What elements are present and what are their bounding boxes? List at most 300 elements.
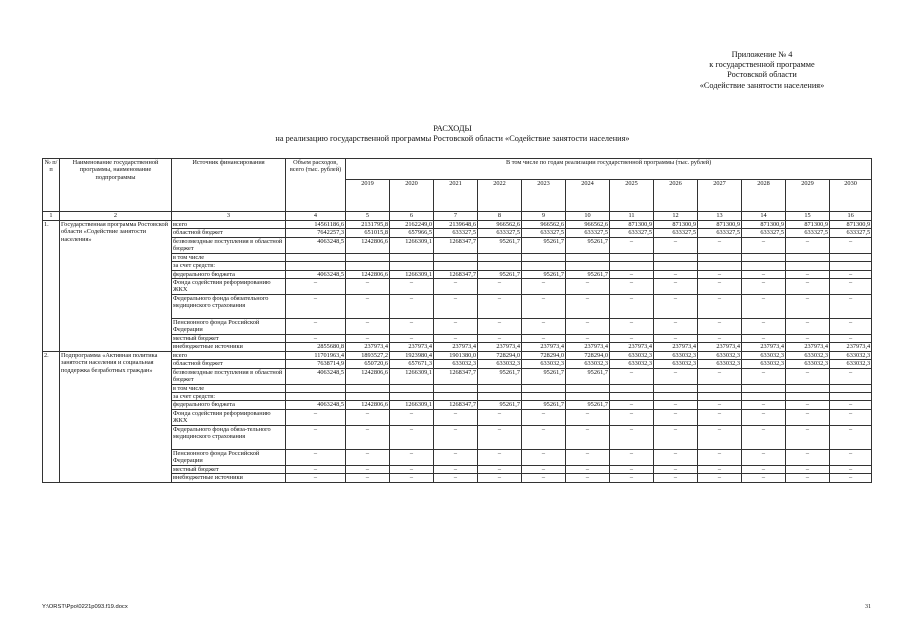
- year-value: 237973,4: [522, 343, 566, 351]
- total-value: 7642257,3: [286, 229, 346, 237]
- year-value: 633327,5: [566, 229, 610, 237]
- year-value: –: [742, 319, 786, 335]
- funding-source: безвозмездные поступления в областной бюджет: [172, 368, 286, 384]
- program-name: Подпрограмма «Активная политика занятости населения и социальная поддержка безработных граждан»: [60, 351, 172, 482]
- year-value: [478, 393, 522, 401]
- year-value: –: [522, 474, 566, 482]
- year-value: –: [786, 335, 830, 343]
- year-value: –: [830, 319, 872, 335]
- year-value: [478, 384, 522, 392]
- year-value: –: [434, 449, 478, 465]
- expenses-table: [42, 158, 872, 483]
- year-value: 633032,3: [654, 360, 698, 368]
- year-value: [786, 262, 830, 270]
- year-value: [434, 253, 478, 261]
- year-value: –: [742, 425, 786, 449]
- year-value: 237973,4: [434, 343, 478, 351]
- year-value: –: [742, 449, 786, 465]
- header-year: 2029: [786, 180, 830, 212]
- year-value: 633032,3: [566, 360, 610, 368]
- year-value: 633327,5: [654, 229, 698, 237]
- year-value: –: [654, 465, 698, 473]
- year-value: –: [610, 237, 654, 253]
- funding-source: Фонда содействия реформированию ЖКХ: [172, 409, 286, 425]
- year-value: –: [742, 335, 786, 343]
- year-value: –: [830, 409, 872, 425]
- header-year: 2023: [522, 180, 566, 212]
- year-value: 1268347,7: [434, 401, 478, 409]
- year-value: [566, 262, 610, 270]
- year-value: –: [786, 237, 830, 253]
- column-index: 8: [478, 212, 522, 221]
- row-number: 2.: [43, 351, 60, 482]
- header-num: № п/п: [43, 159, 60, 212]
- year-value: –: [830, 295, 872, 319]
- total-value: 4063248,5: [286, 237, 346, 253]
- year-value: 1923980,4: [390, 351, 434, 359]
- year-value: –: [830, 465, 872, 473]
- header-total: Объем расходов, всего (тыс. рублей): [286, 159, 346, 212]
- year-value: [434, 393, 478, 401]
- document-subtitle: на реализацию государственной программы Ростовской области «Содействие занятости населения»: [275, 134, 630, 143]
- year-value: [522, 393, 566, 401]
- year-value: –: [566, 409, 610, 425]
- year-value: –: [610, 319, 654, 335]
- year-value: –: [390, 425, 434, 449]
- year-value: 871300,9: [698, 221, 742, 229]
- year-value: –: [566, 295, 610, 319]
- year-value: –: [390, 474, 434, 482]
- year-value: –: [434, 295, 478, 319]
- year-value: –: [566, 449, 610, 465]
- year-value: –: [698, 270, 742, 278]
- column-index: 13: [698, 212, 742, 221]
- total-value: –: [286, 295, 346, 319]
- year-value: –: [522, 335, 566, 343]
- year-value: –: [478, 409, 522, 425]
- year-value: –: [698, 368, 742, 384]
- year-value: –: [786, 474, 830, 482]
- year-value: –: [654, 319, 698, 335]
- year-value: 1242806,6: [346, 237, 390, 253]
- year-value: [346, 253, 390, 261]
- year-value: [742, 393, 786, 401]
- year-value: 728294,0: [522, 351, 566, 359]
- total-value: 4063248,5: [286, 401, 346, 409]
- year-value: [566, 393, 610, 401]
- year-value: 237973,4: [610, 343, 654, 351]
- column-index: 16: [830, 212, 872, 221]
- column-index: 12: [654, 212, 698, 221]
- year-value: [566, 384, 610, 392]
- total-value: 14561186,6: [286, 221, 346, 229]
- program-name: Государственная программа Ростовской области «Содействие занятости населения»: [60, 221, 172, 352]
- year-value: –: [478, 335, 522, 343]
- table-header-row: [43, 159, 872, 180]
- year-value: –: [610, 474, 654, 482]
- header-year: 2027: [698, 180, 742, 212]
- year-value: –: [566, 279, 610, 295]
- year-value: [830, 384, 872, 392]
- year-value: –: [830, 474, 872, 482]
- year-value: –: [390, 409, 434, 425]
- year-value: –: [522, 449, 566, 465]
- column-index: 15: [786, 212, 830, 221]
- year-value: 871300,9: [742, 221, 786, 229]
- year-value: –: [346, 335, 390, 343]
- funding-source: Пенсионного фонда Российской Федерации: [172, 449, 286, 465]
- year-value: 237973,4: [478, 343, 522, 351]
- year-value: [390, 384, 434, 392]
- year-value: –: [698, 335, 742, 343]
- year-value: –: [346, 425, 390, 449]
- total-value: [286, 262, 346, 270]
- year-value: 95261,7: [566, 401, 610, 409]
- year-value: –: [346, 474, 390, 482]
- year-value: [434, 384, 478, 392]
- year-value: 95261,7: [478, 368, 522, 384]
- year-value: –: [566, 335, 610, 343]
- year-value: [654, 253, 698, 261]
- year-value: 95261,7: [478, 270, 522, 278]
- year-value: –: [610, 465, 654, 473]
- year-value: [610, 393, 654, 401]
- year-value: [610, 384, 654, 392]
- year-value: 1893527,2: [346, 351, 390, 359]
- year-value: –: [698, 449, 742, 465]
- funding-source: местный бюджет: [172, 465, 286, 473]
- year-value: –: [478, 279, 522, 295]
- year-value: –: [610, 335, 654, 343]
- year-value: –: [698, 409, 742, 425]
- funding-source: областной бюджет: [172, 229, 286, 237]
- total-value: [286, 384, 346, 392]
- funding-source: федерального бюджета: [172, 270, 286, 278]
- funding-source: внебюджетные источники: [172, 343, 286, 351]
- year-value: –: [346, 279, 390, 295]
- header-years-group: В том числе по годам реализации государственной программы (тыс. рублей): [346, 159, 872, 180]
- year-value: –: [654, 474, 698, 482]
- year-value: 1266309,1: [390, 401, 434, 409]
- total-value: –: [286, 425, 346, 449]
- year-value: [654, 393, 698, 401]
- year-value: –: [742, 368, 786, 384]
- year-value: 650720,6: [346, 360, 390, 368]
- column-index: 3: [172, 212, 286, 221]
- table-index-row: [43, 212, 872, 221]
- appendix-header: [662, 50, 862, 91]
- year-value: 633327,5: [742, 229, 786, 237]
- year-value: –: [478, 449, 522, 465]
- header-year: 2020: [390, 180, 434, 212]
- year-value: –: [346, 465, 390, 473]
- year-value: 1242806,6: [346, 368, 390, 384]
- year-value: 2139648,6: [434, 221, 478, 229]
- year-value: –: [610, 409, 654, 425]
- year-value: 633032,3: [478, 360, 522, 368]
- year-value: 95261,7: [478, 237, 522, 253]
- total-value: 4063248,5: [286, 270, 346, 278]
- year-value: –: [786, 465, 830, 473]
- year-value: –: [478, 474, 522, 482]
- year-value: –: [698, 319, 742, 335]
- year-value: –: [742, 474, 786, 482]
- funding-source: в том числе: [172, 253, 286, 261]
- year-value: 633032,3: [654, 351, 698, 359]
- year-value: –: [830, 237, 872, 253]
- column-index: 6: [390, 212, 434, 221]
- appendix-line: к государственной программе: [709, 60, 815, 70]
- year-value: –: [786, 368, 830, 384]
- year-value: –: [610, 279, 654, 295]
- header-year: 2019: [346, 180, 390, 212]
- year-value: 728294,0: [478, 351, 522, 359]
- year-value: –: [830, 449, 872, 465]
- year-value: –: [786, 401, 830, 409]
- year-value: 95261,7: [478, 401, 522, 409]
- total-value: [286, 253, 346, 261]
- year-value: 95261,7: [566, 270, 610, 278]
- year-value: –: [390, 465, 434, 473]
- appendix-line: Ростовской области: [727, 70, 797, 80]
- year-value: 237973,4: [346, 343, 390, 351]
- column-index: 9: [522, 212, 566, 221]
- year-value: 633032,3: [830, 360, 872, 368]
- year-value: –: [742, 465, 786, 473]
- year-value: 1266309,1: [390, 237, 434, 253]
- year-value: 2162249,0: [390, 221, 434, 229]
- total-value: 2855680,8: [286, 343, 346, 351]
- year-value: –: [698, 465, 742, 473]
- year-value: 1266309,1: [390, 368, 434, 384]
- year-value: –: [522, 319, 566, 335]
- appendix-line: «Содействие занятости населения»: [699, 80, 825, 90]
- year-value: 1266309,1: [390, 270, 434, 278]
- year-value: 651015,8: [346, 229, 390, 237]
- funding-source: Фонда содействия реформированию ЖКХ: [172, 279, 286, 295]
- year-value: 237973,4: [654, 343, 698, 351]
- year-value: –: [786, 279, 830, 295]
- year-value: –: [698, 295, 742, 319]
- year-value: [434, 262, 478, 270]
- column-index: 7: [434, 212, 478, 221]
- year-value: –: [434, 474, 478, 482]
- total-value: –: [286, 409, 346, 425]
- funding-source: Федерального фонда обяза-тельного медицинского страхования: [172, 425, 286, 449]
- year-value: 633032,3: [830, 351, 872, 359]
- total-value: 11701963,4: [286, 351, 346, 359]
- year-value: 633032,3: [698, 360, 742, 368]
- funding-source: Федерального фонда обязательного медицинского страхования: [172, 295, 286, 319]
- year-value: –: [654, 279, 698, 295]
- year-value: 871300,9: [610, 221, 654, 229]
- column-index: 11: [610, 212, 654, 221]
- year-value: [478, 262, 522, 270]
- year-value: –: [830, 401, 872, 409]
- year-value: 633032,3: [522, 360, 566, 368]
- year-value: 1268347,7: [434, 368, 478, 384]
- year-value: [390, 253, 434, 261]
- year-value: [698, 262, 742, 270]
- year-value: [830, 393, 872, 401]
- year-value: 633032,3: [786, 351, 830, 359]
- funding-source: внебюджетные источники: [172, 474, 286, 482]
- year-value: –: [786, 449, 830, 465]
- year-value: –: [522, 409, 566, 425]
- year-value: 95261,7: [566, 368, 610, 384]
- year-value: –: [654, 401, 698, 409]
- year-value: [786, 393, 830, 401]
- year-value: [698, 393, 742, 401]
- header-name: Наименование государственной программы, наименование подпрограммы: [60, 159, 172, 212]
- year-value: –: [566, 465, 610, 473]
- year-value: [830, 253, 872, 261]
- year-value: 871300,9: [654, 221, 698, 229]
- year-value: –: [610, 295, 654, 319]
- column-index: 10: [566, 212, 610, 221]
- year-value: 1901380,0: [434, 351, 478, 359]
- page-number: 31: [865, 604, 871, 610]
- year-value: –: [830, 335, 872, 343]
- year-value: 871300,9: [786, 221, 830, 229]
- year-value: [522, 384, 566, 392]
- year-value: –: [698, 425, 742, 449]
- year-value: –: [742, 279, 786, 295]
- year-value: –: [522, 465, 566, 473]
- year-value: 633327,5: [478, 229, 522, 237]
- column-index: 14: [742, 212, 786, 221]
- year-value: –: [522, 279, 566, 295]
- year-value: –: [698, 279, 742, 295]
- year-value: –: [654, 237, 698, 253]
- funding-source: Пенсионного фонда Российской Федерации: [172, 319, 286, 335]
- year-value: 633327,5: [610, 229, 654, 237]
- year-value: –: [478, 295, 522, 319]
- year-value: 237973,4: [742, 343, 786, 351]
- year-value: 1242806,6: [346, 401, 390, 409]
- year-value: –: [390, 279, 434, 295]
- column-index: 5: [346, 212, 390, 221]
- year-value: [830, 262, 872, 270]
- year-value: 633327,5: [698, 229, 742, 237]
- year-value: –: [742, 401, 786, 409]
- year-value: 2131795,8: [346, 221, 390, 229]
- year-value: –: [698, 237, 742, 253]
- column-index: 4: [286, 212, 346, 221]
- year-value: 1242806,6: [346, 270, 390, 278]
- year-value: –: [346, 295, 390, 319]
- year-value: –: [654, 295, 698, 319]
- year-value: [654, 262, 698, 270]
- year-value: –: [742, 237, 786, 253]
- year-value: 633032,3: [698, 351, 742, 359]
- year-value: 1268347,7: [434, 270, 478, 278]
- year-value: –: [610, 425, 654, 449]
- funding-source: в том числе: [172, 384, 286, 392]
- year-value: –: [478, 465, 522, 473]
- funding-source: безвозмездные поступления в областной бюджет: [172, 237, 286, 253]
- header-year: 2021: [434, 180, 478, 212]
- year-value: –: [434, 409, 478, 425]
- year-value: –: [390, 295, 434, 319]
- year-value: –: [698, 474, 742, 482]
- year-value: [698, 384, 742, 392]
- year-value: [566, 253, 610, 261]
- year-value: –: [434, 425, 478, 449]
- year-value: –: [786, 270, 830, 278]
- year-value: [610, 262, 654, 270]
- year-value: 657671,3: [390, 360, 434, 368]
- year-value: 95261,7: [522, 270, 566, 278]
- table-row: [43, 351, 872, 359]
- row-number: 1.: [43, 221, 60, 352]
- year-value: –: [830, 368, 872, 384]
- year-value: –: [830, 425, 872, 449]
- year-value: 633032,3: [742, 351, 786, 359]
- year-value: –: [786, 425, 830, 449]
- year-value: [346, 262, 390, 270]
- year-value: 633032,3: [742, 360, 786, 368]
- total-value: –: [286, 474, 346, 482]
- year-value: –: [434, 465, 478, 473]
- year-value: 1268347,7: [434, 237, 478, 253]
- year-value: –: [786, 295, 830, 319]
- year-value: –: [654, 409, 698, 425]
- year-value: –: [610, 401, 654, 409]
- year-value: –: [654, 368, 698, 384]
- year-value: [390, 393, 434, 401]
- year-value: –: [434, 319, 478, 335]
- year-value: 966562,6: [478, 221, 522, 229]
- document-title: РАСХОДЫ: [433, 124, 472, 133]
- year-value: –: [742, 270, 786, 278]
- funding-source: всего: [172, 221, 286, 229]
- year-value: –: [346, 409, 390, 425]
- year-value: [698, 253, 742, 261]
- year-value: 237973,4: [698, 343, 742, 351]
- year-value: –: [610, 368, 654, 384]
- year-value: –: [478, 425, 522, 449]
- year-value: –: [522, 425, 566, 449]
- year-value: [346, 384, 390, 392]
- year-value: –: [830, 279, 872, 295]
- funding-source: за счет средств:: [172, 393, 286, 401]
- year-value: –: [390, 335, 434, 343]
- year-value: 871300,9: [830, 221, 872, 229]
- year-value: 728294,0: [566, 351, 610, 359]
- total-value: –: [286, 279, 346, 295]
- year-value: –: [654, 335, 698, 343]
- year-value: 633032,3: [434, 360, 478, 368]
- funding-source: за счет средств:: [172, 262, 286, 270]
- year-value: 633327,5: [830, 229, 872, 237]
- year-value: 237973,4: [786, 343, 830, 351]
- year-value: –: [654, 425, 698, 449]
- year-value: [786, 384, 830, 392]
- year-value: 237973,4: [830, 343, 872, 351]
- year-value: –: [610, 449, 654, 465]
- column-index: 2: [60, 212, 172, 221]
- table-row: [43, 221, 872, 229]
- year-value: –: [786, 409, 830, 425]
- year-value: –: [830, 270, 872, 278]
- year-value: –: [654, 270, 698, 278]
- year-value: 966562,6: [566, 221, 610, 229]
- header-year: 2022: [478, 180, 522, 212]
- year-value: 95261,7: [566, 237, 610, 253]
- year-value: 633327,5: [522, 229, 566, 237]
- file-path: Y:\ORST\Ppo\0221p093.f19.docx: [42, 604, 128, 610]
